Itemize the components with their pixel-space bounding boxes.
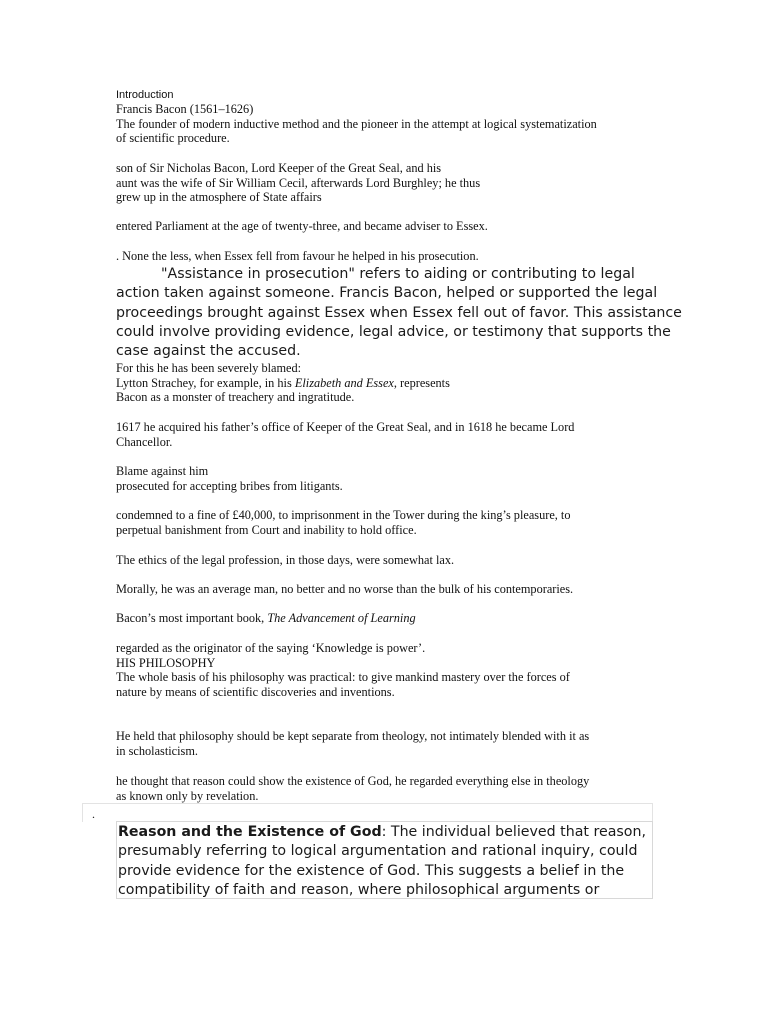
text-line: action taken against someone. Francis Bacon, helped or supported the legal	[116, 285, 658, 302]
paragraph-ethics: The ethics of the legal profession, in those days, were somewhat lax.	[116, 553, 455, 567]
text-line: son of Sir Nicholas Bacon, Lord Keeper of the Great Seal, and his	[116, 161, 442, 175]
bacon-name: Francis Bacon (1561–1626)	[116, 102, 254, 116]
text-line: presumably referring to logical argumentation and rational inquiry, could	[118, 843, 638, 860]
paragraph-morally: Morally, he was an average man, no better and no worse than the bulk of his contemporaries.	[116, 582, 574, 596]
box-heading: Reason and the Existence of God	[118, 824, 382, 840]
paragraph-assistance	[116, 265, 682, 361]
reason-existence-box: Reason and the Existence of God: The individual believed that reason, presumably referring to logical argumentation and rational inquiry, could provide evidence for the existence of God. This suggests a belief in the compatibility of faith and reason, where philosophical arguments or	[116, 821, 653, 899]
text-line: The whole basis of his philosophy was practical: to give mankind mastery over the forces of	[116, 670, 570, 685]
text-line: Chancellor.	[116, 434, 173, 449]
text-line: nature by means of scientific discoveries and inventions.	[116, 684, 395, 699]
paragraph-fine	[116, 508, 646, 537]
text-line: 1617 he acquired his father’s office of Keeper of the Great Seal, and in 1618 he became Lord	[116, 420, 575, 434]
text-line: compatibility of faith and reason, where philosophical arguments or	[118, 881, 600, 898]
bullet-dot: .	[92, 807, 95, 821]
text-line: grew up in the atmosphere of State affairs	[116, 190, 322, 205]
paragraph-family	[116, 161, 646, 205]
text-line: "Assistance in prosecution" refers to aiding or contributing to legal	[161, 266, 635, 282]
book-title-elizabeth: Elizabeth and Essex	[294, 375, 394, 390]
paragraph-book: Bacon’s most important book, The Advancement of Learning	[116, 611, 416, 625]
paragraph-blame	[116, 464, 646, 493]
text-line: The founder of modern inductive method and the pioneer in the attempt at logical systematization	[116, 116, 597, 131]
text-line: Bacon as a monster of treachery and ingratitude.	[116, 390, 355, 405]
text-line: perpetual banishment from Court and inability to hold office.	[116, 522, 417, 537]
paragraph-parliament: entered Parliament at the age of twenty-three, and became adviser to Essex.	[116, 219, 488, 233]
text-line: Blame against him	[116, 464, 209, 478]
intro-block	[116, 102, 646, 146]
text-line: proceedings brought against Essex when Essex fell out of favor. This assistance	[116, 304, 682, 321]
text-line: could involve providing evidence, legal advice, or testimony that supports the	[116, 323, 671, 340]
text-line: Lytton Strachey, for example, in his Elizabeth and Essex, represents	[116, 375, 450, 390]
text-line: provide evidence for the existence of God. This suggests a belief in the	[118, 862, 625, 879]
section-heading-philosophy: HIS PHILOSOPHY	[116, 655, 216, 670]
text-line: regarded as the originator of the saying ‘Knowledge is power’.	[116, 641, 426, 655]
intro-heading: Introduction	[116, 89, 174, 101]
text-line: For this he has been severely blamed:	[116, 361, 302, 375]
paragraph-blamed	[116, 361, 646, 405]
text-line: condemned to a fine of £40,000, to imprisonment in the Tower during the king’s pleasure, to	[116, 508, 571, 522]
paragraph-theology	[116, 729, 646, 758]
paragraph-essex: . None the less, when Essex fell from favour he helped in his prosecution.	[116, 249, 479, 263]
text-line: aunt was the wife of Sir William Cecil, afterwards Lord Burghley; he thus	[116, 175, 481, 190]
text-line: of scientific procedure.	[116, 131, 230, 146]
text-line: He held that philosophy should be kept separate from theology, not intimately blended with it as	[116, 729, 590, 743]
paragraph-philosophy	[116, 641, 646, 699]
book-title-advancement: The Advancement of Learning	[267, 611, 416, 625]
text-line: as known only by revelation.	[116, 788, 259, 803]
paragraph-reason	[116, 774, 646, 803]
table-row-divider	[82, 803, 653, 822]
text-line: in scholasticism.	[116, 743, 198, 758]
text-line: he thought that reason could show the existence of God, he regarded everything else in theology	[116, 774, 590, 788]
paragraph-1617	[116, 420, 646, 449]
text-line: case against the accused.	[116, 343, 301, 360]
text-line: prosecuted for accepting bribes from litigants.	[116, 478, 343, 493]
